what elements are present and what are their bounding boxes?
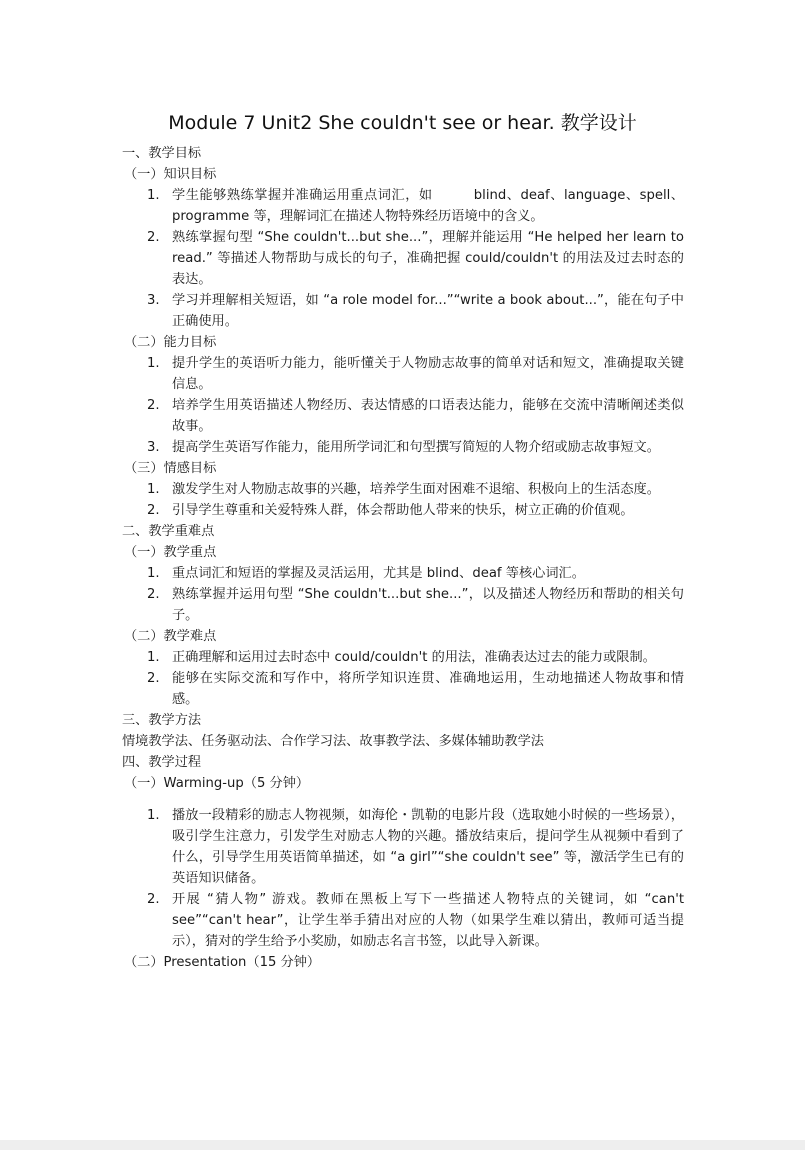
list-item: 1. 重点词汇和短语的掌握及灵活运用，尤其是 blind、deaf 等核心词汇。 (147, 566, 585, 581)
section-heading: 四、教学过程 (122, 755, 202, 770)
subsection-heading: （二）能力目标 (124, 335, 217, 350)
subsection-heading: （一）教学重点 (124, 545, 217, 560)
numbered-list (122, 479, 684, 521)
subsection-heading: （二）教学难点 (124, 629, 217, 644)
list-item: 1. 提升学生的英语听力能力，能听懂关于人物励志故事的简单对话和短文，准确提取关键信息。 (147, 356, 684, 392)
subsection-heading: （二）Presentation（15 分钟） (124, 955, 321, 970)
list-item: 2. 培养学生用英语描述人物经历、表达情感的口语表达能力，能够在交流中清晰阐述类似故事。 (147, 398, 684, 434)
page-title: Module 7 Unit2 She couldn't see or hear. 教学设计 (168, 112, 637, 134)
spacer (122, 794, 684, 805)
list-item: 1. 激发学生对人物励志故事的兴趣，培养学生面对困难不退缩、积极向上的生活态度。 (147, 482, 660, 497)
numbered-list (122, 647, 684, 710)
subsection-heading: （一）知识目标 (124, 167, 217, 182)
section-heading: 二、教学重难点 (122, 524, 215, 539)
section-heading: 三、教学方法 (122, 713, 202, 728)
numbered-list (122, 563, 684, 626)
document-body (122, 143, 684, 973)
page-bottom-edge (0, 1140, 805, 1150)
list-item: 2. 熟练掌握并运用句型 “She couldn't...but she...”，以及描述人物经历和帮助的相关句子。 (147, 587, 684, 623)
subsection-heading: （三）情感目标 (124, 461, 217, 476)
subsection-heading: （一）Warming-up（5 分钟） (124, 776, 310, 791)
list-item: 2. 引导学生尊重和关爱特殊人群，体会帮助他人带来的快乐，树立正确的价值观。 (147, 503, 634, 518)
list-item: 1. 播放一段精彩的励志人物视频，如海伦・凯勒的电影片段（选取她小时候的一些场景），吸引学生注意力，引发学生对励志人物的兴趣。播放结束后，提问学生从视频中看到了什么，引导学生用英语简单描述，如 “a girl”“she couldn't see” 等，激活学生已有的英语知识储备。 (147, 808, 684, 886)
list-item: 3. 提高学生英语写作能力，能用所学词汇和句型撰写简短的人物介绍或励志故事短文。 (147, 440, 660, 455)
section-heading: 一、教学目标 (122, 146, 202, 161)
numbered-list (122, 185, 684, 332)
paragraph: 情境教学法、任务驱动法、合作学习法、故事教学法、多媒体辅助教学法 (122, 734, 544, 749)
list-item: 1. 学生能够熟练掌握并准确运用重点词汇，如 blind、deaf、language、spell、programme 等，理解词汇在描述人物特殊经历语境中的含义。 (147, 188, 684, 224)
list-item: 2. 能够在实际交流和写作中，将所学知识连贯、准确地运用，生动地描述人物故事和情感。 (147, 671, 684, 707)
list-item: 1. 正确理解和运用过去时态中 could/couldn't 的用法，准确表达过去的能力或限制。 (147, 650, 656, 665)
numbered-list (122, 353, 684, 458)
numbered-list (122, 805, 684, 952)
list-item: 3. 学习并理解相关短语，如 “a role model for...”“write a book about...”，能在句子中正确使用。 (147, 293, 684, 329)
list-item: 2. 熟练掌握句型 “She couldn't...but she...”，理解并能运用 “He helped her learn to read.” 等描述人物帮助与成长的句子，准确把握 could/couldn't 的用法及过去时态的表达。 (147, 230, 684, 287)
list-item: 2. 开展 “猜人物” 游戏。教师在黑板上写下一些描述人物特点的关键词，如 “can't see”“can't hear”，让学生举手猜出对应的人物（如果学生难以猜出，教师可适当提示），猜对的学生给予小奖励，如励志名言书签，以此导入新课。 (147, 892, 684, 949)
